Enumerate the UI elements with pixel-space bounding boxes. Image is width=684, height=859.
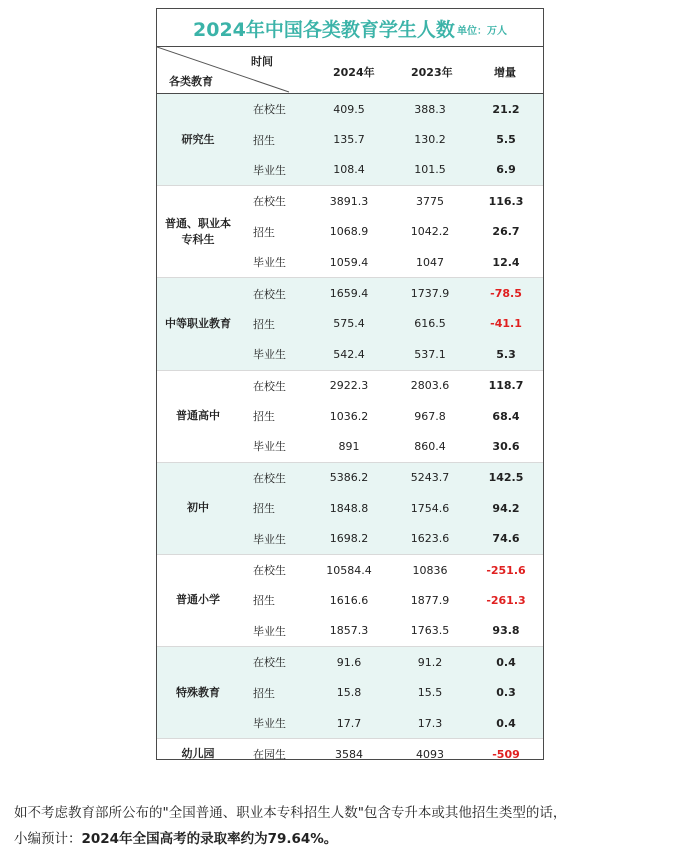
education-table bbox=[156, 8, 544, 760]
value-2023-cell: 967.8 bbox=[414, 409, 446, 423]
header-category: 各类教育 bbox=[169, 75, 213, 88]
value-2024-cell: 1659.4 bbox=[329, 287, 369, 301]
table-row bbox=[239, 339, 543, 369]
table-row bbox=[239, 523, 543, 553]
value-2024-cell: 91.6 bbox=[336, 655, 362, 669]
table-title: 2024年中国各类教育学生人数 bbox=[193, 19, 455, 41]
table-row bbox=[239, 647, 543, 677]
value-2023-cell: 15.5 bbox=[417, 686, 443, 700]
value-2023-cell: 1042.2 bbox=[410, 225, 450, 239]
value-2024-cell: 1616.6 bbox=[329, 593, 369, 607]
metric-cell: 在校生 bbox=[253, 379, 286, 393]
metric-cell: 在校生 bbox=[253, 103, 286, 117]
table-row bbox=[239, 463, 543, 493]
metric-cell: 毕业生 bbox=[253, 163, 286, 177]
change-cell: -78.5 bbox=[490, 287, 522, 301]
table-row bbox=[239, 708, 543, 738]
unit-label: 单位：万人 bbox=[457, 26, 507, 37]
value-2023-cell: 101.5 bbox=[414, 163, 446, 177]
change-cell: -41.1 bbox=[490, 317, 522, 331]
group-name: 普通小学 bbox=[176, 593, 220, 607]
change-cell: 74.6 bbox=[492, 532, 520, 546]
change-cell: 0.4 bbox=[496, 716, 516, 730]
change-cell: 118.7 bbox=[488, 379, 524, 393]
group-name: 幼儿园 bbox=[181, 747, 215, 761]
table-row bbox=[239, 585, 543, 615]
table-row bbox=[239, 739, 543, 769]
change-cell: -261.3 bbox=[486, 593, 526, 607]
header-change: 增量 bbox=[494, 66, 516, 79]
group-block bbox=[157, 185, 543, 277]
group-block bbox=[157, 94, 543, 185]
group-name: 普通高中 bbox=[176, 409, 220, 423]
metric-cell: 在园生 bbox=[253, 748, 286, 762]
group-block bbox=[157, 462, 543, 554]
table-row bbox=[239, 278, 543, 308]
footer-conclusion: 2024年全国高考的录取率约为79.64%。 bbox=[81, 831, 338, 847]
group-name: 中等职业教育 bbox=[165, 316, 231, 330]
change-cell: 93.8 bbox=[492, 624, 520, 638]
metric-cell: 毕业生 bbox=[253, 256, 286, 270]
group-block bbox=[157, 277, 543, 369]
value-2024-cell: 1059.4 bbox=[329, 255, 369, 269]
table-row bbox=[239, 124, 543, 154]
value-2024-cell: 10584.4 bbox=[326, 563, 372, 577]
table-body bbox=[157, 94, 543, 770]
change-cell: 26.7 bbox=[492, 225, 520, 239]
value-2024-cell: 17.7 bbox=[336, 716, 362, 730]
value-2024-cell: 15.8 bbox=[336, 686, 362, 700]
table-row bbox=[239, 431, 543, 461]
group-name: 普通、职业本 专科生 bbox=[165, 216, 231, 246]
metric-cell: 毕业生 bbox=[253, 624, 286, 638]
value-2024-cell: 575.4 bbox=[333, 317, 365, 331]
change-cell: 68.4 bbox=[492, 409, 520, 423]
table-title-bar bbox=[157, 9, 543, 47]
group-block bbox=[157, 738, 543, 769]
value-2024-cell: 5386.2 bbox=[329, 471, 369, 485]
table-row bbox=[239, 186, 543, 216]
value-2023-cell: 17.3 bbox=[417, 716, 443, 730]
value-2023-cell: 388.3 bbox=[414, 102, 446, 116]
value-2023-cell: 2803.6 bbox=[410, 379, 450, 393]
metric-cell: 招生 bbox=[253, 502, 275, 516]
value-2023-cell: 130.2 bbox=[414, 133, 446, 147]
metric-cell: 在校生 bbox=[253, 471, 286, 485]
table-row bbox=[239, 677, 543, 707]
metric-cell: 招生 bbox=[253, 594, 275, 608]
metric-cell: 在校生 bbox=[253, 287, 286, 301]
group-name: 特殊教育 bbox=[176, 685, 220, 699]
footer-line-2 bbox=[14, 826, 682, 852]
metric-cell: 毕业生 bbox=[253, 532, 286, 546]
footer-prefix: 小编预计： bbox=[14, 831, 82, 847]
metric-cell: 在校生 bbox=[253, 564, 286, 578]
value-2023-cell: 10836 bbox=[412, 563, 448, 577]
metric-cell: 毕业生 bbox=[253, 440, 286, 454]
value-2024-cell: 542.4 bbox=[333, 347, 365, 361]
table-row bbox=[239, 309, 543, 339]
value-2024-cell: 1068.9 bbox=[329, 225, 369, 239]
value-2023-cell: 3775 bbox=[416, 194, 444, 208]
metric-cell: 招生 bbox=[253, 410, 275, 424]
table-row bbox=[239, 555, 543, 585]
value-2023-cell: 1047 bbox=[416, 255, 444, 269]
value-2024-cell: 3891.3 bbox=[329, 194, 369, 208]
footer-line-1: 如不考虑教育部所公布的"全国普通、职业本专科招生人数"包含专升本或其他招生类型的话， bbox=[14, 805, 567, 821]
value-2024-cell: 891 bbox=[338, 439, 360, 453]
change-cell: 94.2 bbox=[492, 501, 520, 515]
value-2023-cell: 91.2 bbox=[417, 655, 443, 669]
change-cell: 12.4 bbox=[492, 255, 520, 269]
metric-cell: 招生 bbox=[253, 133, 275, 147]
value-2024-cell: 2922.3 bbox=[329, 379, 369, 393]
value-2024-cell: 3584 bbox=[335, 747, 363, 761]
change-cell: 6.9 bbox=[496, 163, 516, 177]
value-2024-cell: 1857.3 bbox=[329, 624, 369, 638]
table-header bbox=[157, 47, 543, 94]
value-2023-cell: 1623.6 bbox=[410, 532, 450, 546]
group-name: 研究生 bbox=[181, 132, 215, 146]
header-2023: 2023年 bbox=[411, 66, 453, 79]
group-block bbox=[157, 646, 543, 738]
change-cell: 21.2 bbox=[492, 102, 520, 116]
value-2023-cell: 1877.9 bbox=[410, 593, 450, 607]
table-row bbox=[239, 217, 543, 247]
value-2024-cell: 1036.2 bbox=[329, 409, 369, 423]
value-2023-cell: 1737.9 bbox=[410, 287, 450, 301]
footer-text bbox=[14, 800, 682, 852]
change-cell: 0.4 bbox=[496, 655, 516, 669]
value-2023-cell: 4093 bbox=[416, 747, 444, 761]
change-cell: 0.3 bbox=[496, 686, 516, 700]
metric-cell: 毕业生 bbox=[253, 348, 286, 362]
value-2023-cell: 1754.6 bbox=[410, 501, 450, 515]
metric-cell: 毕业生 bbox=[253, 717, 286, 730]
group-block bbox=[157, 554, 543, 646]
value-2024-cell: 1698.2 bbox=[329, 532, 369, 546]
table-row bbox=[239, 247, 543, 277]
value-2023-cell: 537.1 bbox=[414, 347, 446, 361]
change-cell: -251.6 bbox=[486, 563, 526, 577]
table-row bbox=[239, 371, 543, 401]
value-2024-cell: 108.4 bbox=[333, 163, 365, 177]
value-2024-cell: 135.7 bbox=[333, 133, 365, 147]
group-block bbox=[157, 370, 543, 462]
table-row bbox=[239, 616, 543, 646]
table-row bbox=[239, 94, 543, 124]
value-2024-cell: 1848.8 bbox=[329, 501, 369, 515]
metric-cell: 在校生 bbox=[253, 195, 286, 209]
change-cell: 142.5 bbox=[488, 471, 524, 485]
value-2023-cell: 1763.5 bbox=[410, 624, 450, 638]
value-2023-cell: 5243.7 bbox=[410, 471, 450, 485]
metric-cell: 在校生 bbox=[253, 656, 286, 670]
metric-cell: 招生 bbox=[253, 317, 275, 331]
group-name: 初中 bbox=[187, 501, 209, 515]
table-row bbox=[239, 493, 543, 523]
header-time: 时间 bbox=[251, 55, 273, 68]
change-cell: 30.6 bbox=[492, 439, 520, 453]
change-cell: 116.3 bbox=[488, 194, 524, 208]
value-2024-cell: 409.5 bbox=[333, 102, 365, 116]
table-row bbox=[239, 401, 543, 431]
metric-cell: 招生 bbox=[253, 686, 275, 700]
header-2024: 2024年 bbox=[333, 66, 375, 79]
value-2023-cell: 616.5 bbox=[414, 317, 446, 331]
value-2023-cell: 860.4 bbox=[414, 439, 446, 453]
table-row bbox=[239, 155, 543, 185]
metric-cell: 招生 bbox=[253, 225, 275, 239]
change-cell: -509 bbox=[492, 747, 520, 761]
change-cell: 5.5 bbox=[496, 133, 516, 147]
change-cell: 5.3 bbox=[496, 347, 516, 361]
